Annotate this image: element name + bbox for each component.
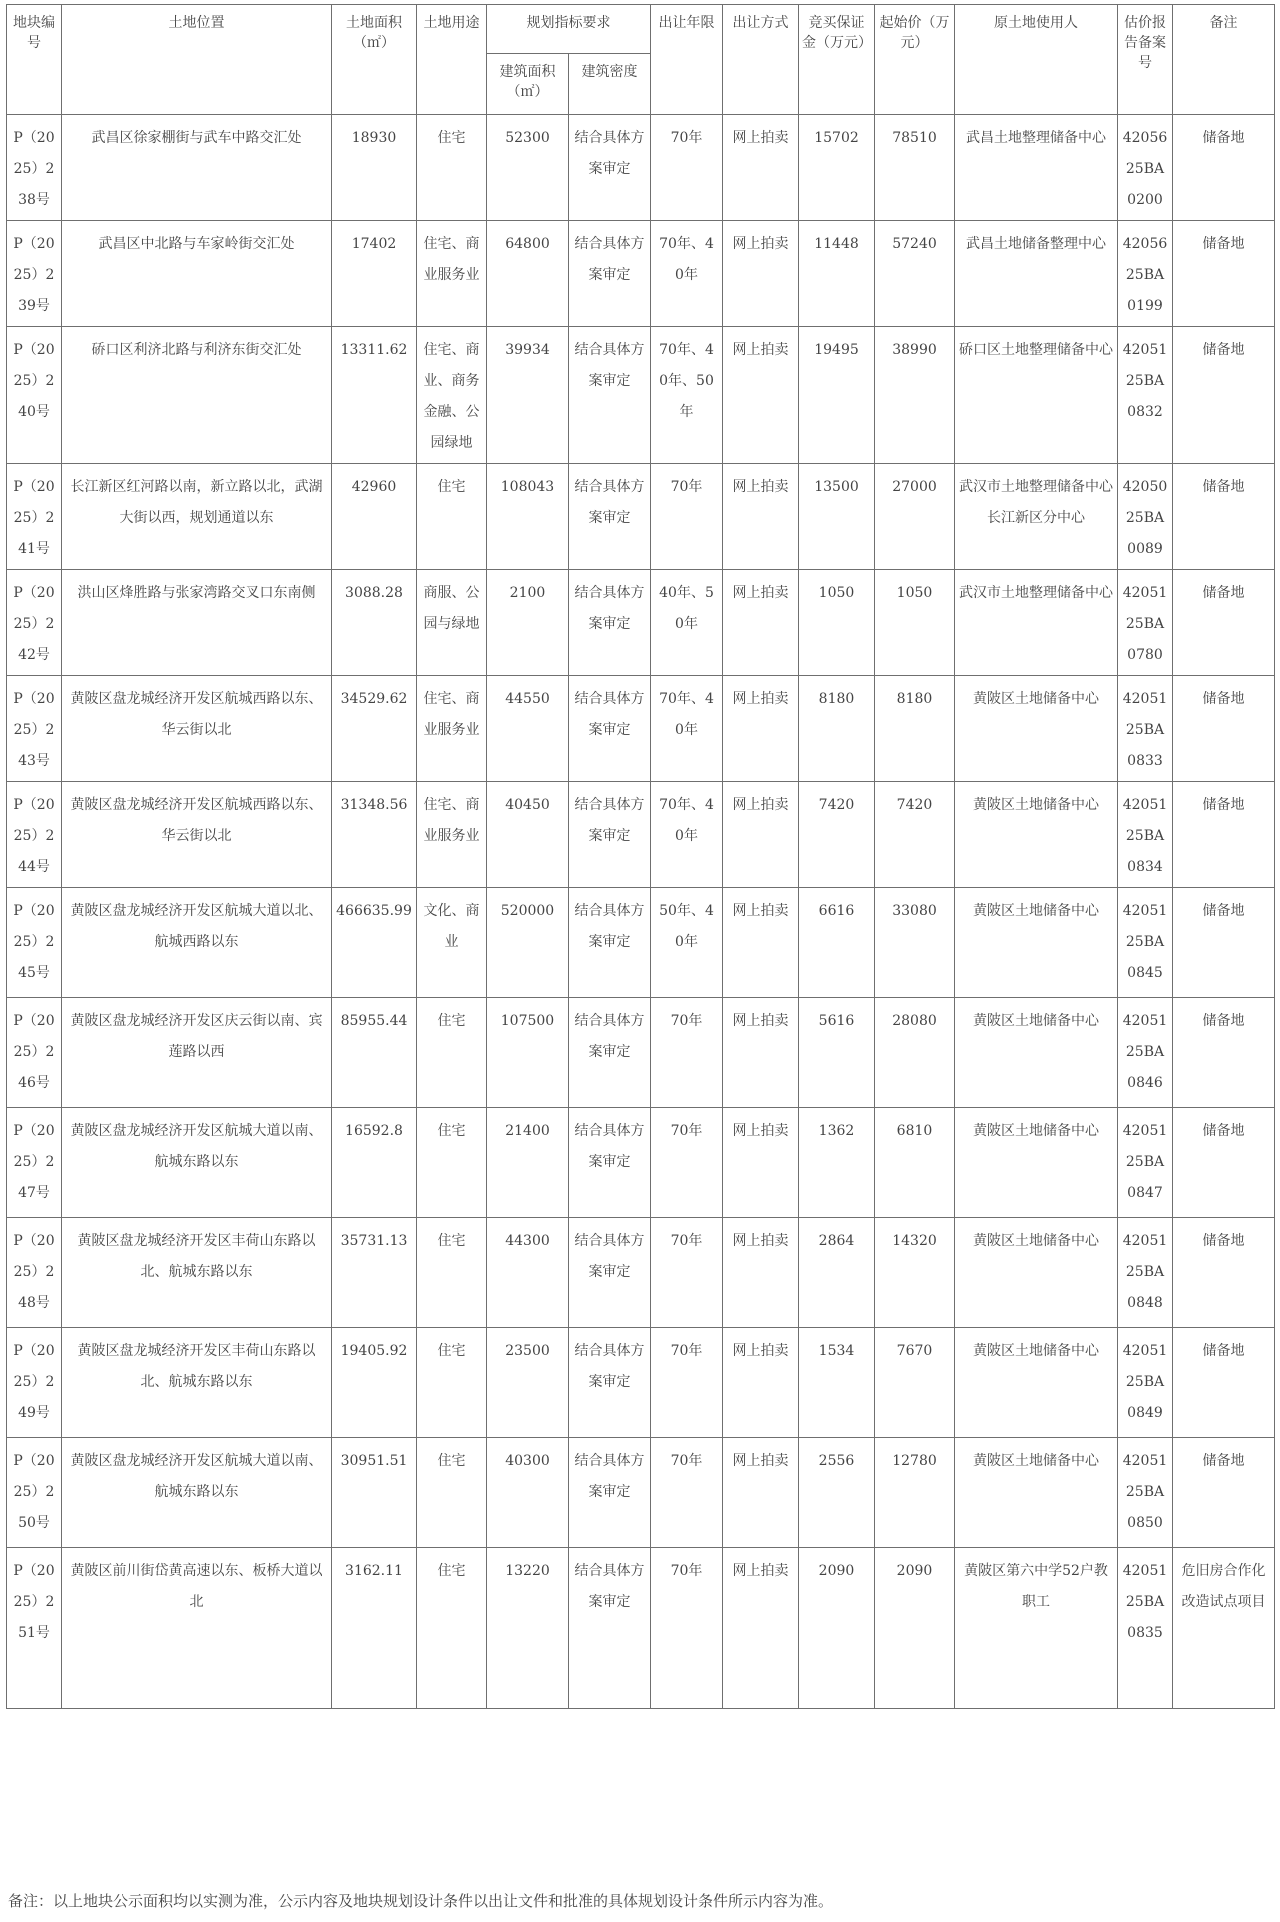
table-row xyxy=(7,115,1275,221)
cell-density: 结合具体方案审定 xyxy=(569,998,651,1108)
cell-location: 黄陂区盘龙城经济开发区航城西路以东、华云街以北 xyxy=(62,782,332,888)
cell-term: 70年 xyxy=(651,464,723,570)
cell-remarks: 储备地 xyxy=(1173,998,1275,1108)
cell-term: 70年、40年 xyxy=(651,221,723,327)
cell-floor-area: 64800 xyxy=(487,221,569,327)
cell-term: 70年 xyxy=(651,1218,723,1328)
cell-original-user: 黄陂区土地储备中心 xyxy=(955,888,1118,998)
cell-density: 结合具体方案审定 xyxy=(569,1328,651,1438)
cell-area: 16592.8 xyxy=(332,1108,417,1218)
cell-location: 黄陂区前川街岱黄高速以东、板桥大道以北 xyxy=(62,1548,332,1709)
cell-report-no: 4205125BA0846 xyxy=(1118,998,1173,1108)
cell-deposit: 15702 xyxy=(799,115,875,221)
cell-deposit: 6616 xyxy=(799,888,875,998)
land-parcel-table xyxy=(6,4,1275,1709)
header-method: 出让方式 xyxy=(723,5,799,115)
cell-plot-no: P（2025）251号 xyxy=(7,1548,62,1709)
cell-use: 住宅 xyxy=(417,464,487,570)
cell-plot-no: P（2025）246号 xyxy=(7,998,62,1108)
table-row xyxy=(7,1218,1275,1328)
cell-area: 30951.51 xyxy=(332,1438,417,1548)
cell-report-no: 4205125BA0850 xyxy=(1118,1438,1173,1548)
cell-area: 3088.28 xyxy=(332,570,417,676)
cell-term: 70年、40年 xyxy=(651,676,723,782)
cell-start-price: 8180 xyxy=(875,676,955,782)
cell-original-user: 武昌土地储备整理中心 xyxy=(955,221,1118,327)
cell-method: 网上拍卖 xyxy=(723,327,799,464)
cell-start-price: 28080 xyxy=(875,998,955,1108)
cell-original-user: 黄陂区土地储备中心 xyxy=(955,1108,1118,1218)
cell-original-user: 黄陂区土地储备中心 xyxy=(955,1438,1118,1548)
cell-remarks: 储备地 xyxy=(1173,327,1275,464)
cell-remarks: 储备地 xyxy=(1173,782,1275,888)
cell-method: 网上拍卖 xyxy=(723,570,799,676)
cell-floor-area: 108043 xyxy=(487,464,569,570)
cell-area: 19405.92 xyxy=(332,1328,417,1438)
header-term: 出让年限 xyxy=(651,5,723,115)
cell-density: 结合具体方案审定 xyxy=(569,782,651,888)
cell-use: 商服、公园与绿地 xyxy=(417,570,487,676)
header-area: 土地面积（㎡） xyxy=(332,5,417,115)
cell-deposit: 5616 xyxy=(799,998,875,1108)
header-original-user: 原土地使用人 xyxy=(955,5,1118,115)
cell-plot-no: P（2025）249号 xyxy=(7,1328,62,1438)
cell-plot-no: P（2025）240号 xyxy=(7,327,62,464)
cell-remarks: 储备地 xyxy=(1173,221,1275,327)
cell-term: 70年 xyxy=(651,1548,723,1709)
cell-method: 网上拍卖 xyxy=(723,888,799,998)
cell-plot-no: P（2025）244号 xyxy=(7,782,62,888)
cell-method: 网上拍卖 xyxy=(723,1438,799,1548)
cell-deposit: 2864 xyxy=(799,1218,875,1328)
header-use: 土地用途 xyxy=(417,5,487,115)
cell-location: 硚口区利济北路与利济东街交汇处 xyxy=(62,327,332,464)
cell-report-no: 4205125BA0780 xyxy=(1118,570,1173,676)
cell-start-price: 6810 xyxy=(875,1108,955,1218)
cell-floor-area: 107500 xyxy=(487,998,569,1108)
cell-area: 35731.13 xyxy=(332,1218,417,1328)
cell-report-no: 4205125BA0832 xyxy=(1118,327,1173,464)
cell-area: 466635.99 xyxy=(332,888,417,998)
cell-remarks: 储备地 xyxy=(1173,1438,1275,1548)
cell-start-price: 27000 xyxy=(875,464,955,570)
table-row xyxy=(7,570,1275,676)
cell-remarks: 储备地 xyxy=(1173,1218,1275,1328)
cell-deposit: 13500 xyxy=(799,464,875,570)
cell-original-user: 硚口区土地整理储备中心 xyxy=(955,327,1118,464)
cell-location: 长江新区红河路以南，新立路以北，武湖大街以西，规划通道以东 xyxy=(62,464,332,570)
header-planning: 规划指标要求 xyxy=(487,5,651,54)
cell-location: 武昌区中北路与车家岭街交汇处 xyxy=(62,221,332,327)
cell-density: 结合具体方案审定 xyxy=(569,221,651,327)
table-footnote: 备注：以上地块公示面积均以实测为准，公示内容及地块规划设计条件以出让文件和批准的具体规划设计条件所示内容为准。 xyxy=(8,1892,834,1910)
cell-report-no: 4205625BA0199 xyxy=(1118,221,1173,327)
cell-density: 结合具体方案审定 xyxy=(569,888,651,998)
cell-floor-area: 40450 xyxy=(487,782,569,888)
cell-location: 洪山区烽胜路与张家湾路交叉口东南侧 xyxy=(62,570,332,676)
cell-use: 住宅、商业服务业 xyxy=(417,676,487,782)
header-density: 建筑密度 xyxy=(569,54,651,115)
table-row xyxy=(7,1548,1275,1709)
cell-report-no: 4205125BA0833 xyxy=(1118,676,1173,782)
cell-method: 网上拍卖 xyxy=(723,1108,799,1218)
cell-density: 结合具体方案审定 xyxy=(569,327,651,464)
cell-floor-area: 2100 xyxy=(487,570,569,676)
cell-plot-no: P（2025）248号 xyxy=(7,1218,62,1328)
cell-use: 住宅 xyxy=(417,1108,487,1218)
table-row xyxy=(7,221,1275,327)
cell-area: 18930 xyxy=(332,115,417,221)
cell-use: 住宅 xyxy=(417,1218,487,1328)
cell-term: 40年、50年 xyxy=(651,570,723,676)
table-row xyxy=(7,1328,1275,1438)
table-row xyxy=(7,327,1275,464)
header-plot-no: 地块编号 xyxy=(7,5,62,115)
cell-remarks: 储备地 xyxy=(1173,888,1275,998)
cell-start-price: 12780 xyxy=(875,1438,955,1548)
cell-method: 网上拍卖 xyxy=(723,115,799,221)
cell-use: 文化、商业 xyxy=(417,888,487,998)
cell-area: 13311.62 xyxy=(332,327,417,464)
cell-report-no: 4205125BA0849 xyxy=(1118,1328,1173,1438)
cell-location: 黄陂区盘龙城经济开发区航城大道以南、航城东路以东 xyxy=(62,1108,332,1218)
cell-term: 70年 xyxy=(651,1438,723,1548)
cell-method: 网上拍卖 xyxy=(723,782,799,888)
cell-term: 70年 xyxy=(651,1108,723,1218)
cell-original-user: 黄陂区土地储备中心 xyxy=(955,1328,1118,1438)
cell-deposit: 2556 xyxy=(799,1438,875,1548)
cell-location: 黄陂区盘龙城经济开发区丰荷山东路以北、航城东路以东 xyxy=(62,1328,332,1438)
cell-original-user: 黄陂区土地储备中心 xyxy=(955,676,1118,782)
cell-use: 住宅、商业、商务金融、公园绿地 xyxy=(417,327,487,464)
cell-deposit: 2090 xyxy=(799,1548,875,1709)
cell-method: 网上拍卖 xyxy=(723,1218,799,1328)
table-row xyxy=(7,782,1275,888)
cell-plot-no: P（2025）247号 xyxy=(7,1108,62,1218)
header-deposit: 竞买保证金（万元） xyxy=(799,5,875,115)
cell-location: 黄陂区盘龙城经济开发区航城大道以南、航城东路以东 xyxy=(62,1438,332,1548)
cell-original-user: 武汉市土地整理储备中心 xyxy=(955,570,1118,676)
cell-original-user: 黄陂区土地储备中心 xyxy=(955,998,1118,1108)
header-floor-area: 建筑面积（㎡） xyxy=(487,54,569,115)
cell-floor-area: 520000 xyxy=(487,888,569,998)
table-row xyxy=(7,464,1275,570)
table-row xyxy=(7,888,1275,998)
cell-location: 黄陂区盘龙城经济开发区庆云街以南、宾莲路以西 xyxy=(62,998,332,1108)
cell-method: 网上拍卖 xyxy=(723,464,799,570)
cell-density: 结合具体方案审定 xyxy=(569,676,651,782)
cell-deposit: 1050 xyxy=(799,570,875,676)
cell-area: 3162.11 xyxy=(332,1548,417,1709)
cell-method: 网上拍卖 xyxy=(723,221,799,327)
cell-plot-no: P（2025）245号 xyxy=(7,888,62,998)
cell-plot-no: P（2025）243号 xyxy=(7,676,62,782)
cell-use: 住宅 xyxy=(417,998,487,1108)
cell-density: 结合具体方案审定 xyxy=(569,464,651,570)
cell-deposit: 1534 xyxy=(799,1328,875,1438)
cell-remarks: 储备地 xyxy=(1173,1108,1275,1218)
cell-deposit: 1362 xyxy=(799,1108,875,1218)
cell-report-no: 4205125BA0845 xyxy=(1118,888,1173,998)
cell-start-price: 7670 xyxy=(875,1328,955,1438)
cell-area: 34529.62 xyxy=(332,676,417,782)
cell-density: 结合具体方案审定 xyxy=(569,570,651,676)
cell-density: 结合具体方案审定 xyxy=(569,1548,651,1709)
cell-original-user: 黄陂区第六中学52户教职工 xyxy=(955,1548,1118,1709)
cell-remarks: 危旧房合作化改造试点项目 xyxy=(1173,1548,1275,1709)
cell-use: 住宅、商业服务业 xyxy=(417,221,487,327)
cell-report-no: 4205125BA0834 xyxy=(1118,782,1173,888)
cell-term: 70年 xyxy=(651,998,723,1108)
table-header xyxy=(7,5,1275,115)
cell-use: 住宅 xyxy=(417,115,487,221)
cell-floor-area: 44300 xyxy=(487,1218,569,1328)
cell-area: 42960 xyxy=(332,464,417,570)
cell-location: 黄陂区盘龙城经济开发区航城西路以东、华云街以北 xyxy=(62,676,332,782)
cell-floor-area: 23500 xyxy=(487,1328,569,1438)
cell-area: 17402 xyxy=(332,221,417,327)
cell-original-user: 武昌土地整理储备中心 xyxy=(955,115,1118,221)
cell-deposit: 8180 xyxy=(799,676,875,782)
cell-deposit: 11448 xyxy=(799,221,875,327)
cell-floor-area: 52300 xyxy=(487,115,569,221)
cell-location: 黄陂区盘龙城经济开发区丰荷山东路以北、航城东路以东 xyxy=(62,1218,332,1328)
cell-method: 网上拍卖 xyxy=(723,1548,799,1709)
cell-plot-no: P（2025）242号 xyxy=(7,570,62,676)
cell-start-price: 14320 xyxy=(875,1218,955,1328)
cell-remarks: 储备地 xyxy=(1173,115,1275,221)
cell-remarks: 储备地 xyxy=(1173,464,1275,570)
cell-use: 住宅、商业服务业 xyxy=(417,782,487,888)
cell-area: 31348.56 xyxy=(332,782,417,888)
cell-plot-no: P（2025）239号 xyxy=(7,221,62,327)
cell-remarks: 储备地 xyxy=(1173,1328,1275,1438)
cell-report-no: 4205625BA0200 xyxy=(1118,115,1173,221)
cell-plot-no: P（2025）241号 xyxy=(7,464,62,570)
cell-method: 网上拍卖 xyxy=(723,998,799,1108)
cell-density: 结合具体方案审定 xyxy=(569,1218,651,1328)
cell-location: 黄陂区盘龙城经济开发区航城大道以北、航城西路以东 xyxy=(62,888,332,998)
cell-use: 住宅 xyxy=(417,1548,487,1709)
cell-use: 住宅 xyxy=(417,1328,487,1438)
cell-area: 85955.44 xyxy=(332,998,417,1108)
header-start-price: 起始价（万元） xyxy=(875,5,955,115)
cell-report-no: 4205125BA0847 xyxy=(1118,1108,1173,1218)
table-row xyxy=(7,676,1275,782)
cell-start-price: 78510 xyxy=(875,115,955,221)
cell-floor-area: 44550 xyxy=(487,676,569,782)
cell-term: 70年 xyxy=(651,1328,723,1438)
table-row xyxy=(7,1108,1275,1218)
cell-deposit: 7420 xyxy=(799,782,875,888)
cell-remarks: 储备地 xyxy=(1173,570,1275,676)
table-row xyxy=(7,998,1275,1108)
cell-start-price: 38990 xyxy=(875,327,955,464)
cell-term: 50年、40年 xyxy=(651,888,723,998)
header-location: 土地位置 xyxy=(62,5,332,115)
cell-term: 70年 xyxy=(651,115,723,221)
cell-floor-area: 40300 xyxy=(487,1438,569,1548)
cell-plot-no: P（2025）250号 xyxy=(7,1438,62,1548)
cell-start-price: 33080 xyxy=(875,888,955,998)
cell-report-no: 4205125BA0835 xyxy=(1118,1548,1173,1709)
cell-floor-area: 39934 xyxy=(487,327,569,464)
cell-term: 70年、40年 xyxy=(651,782,723,888)
cell-density: 结合具体方案审定 xyxy=(569,1108,651,1218)
cell-remarks: 储备地 xyxy=(1173,676,1275,782)
cell-deposit: 19495 xyxy=(799,327,875,464)
cell-method: 网上拍卖 xyxy=(723,1328,799,1438)
cell-floor-area: 21400 xyxy=(487,1108,569,1218)
cell-report-no: 4205025BA0089 xyxy=(1118,464,1173,570)
cell-method: 网上拍卖 xyxy=(723,676,799,782)
table-row xyxy=(7,1438,1275,1548)
cell-start-price: 1050 xyxy=(875,570,955,676)
table-body xyxy=(7,115,1275,1709)
cell-term: 70年、40年、50年 xyxy=(651,327,723,464)
cell-original-user: 武汉市土地整理储备中心长江新区分中心 xyxy=(955,464,1118,570)
cell-original-user: 黄陂区土地储备中心 xyxy=(955,1218,1118,1328)
header-remarks: 备注 xyxy=(1173,5,1275,115)
cell-use: 住宅 xyxy=(417,1438,487,1548)
cell-report-no: 4205125BA0848 xyxy=(1118,1218,1173,1328)
cell-start-price: 57240 xyxy=(875,221,955,327)
cell-original-user: 黄陂区土地储备中心 xyxy=(955,782,1118,888)
cell-start-price: 7420 xyxy=(875,782,955,888)
header-report-no: 估价报告备案号 xyxy=(1118,5,1173,115)
cell-floor-area: 13220 xyxy=(487,1548,569,1709)
cell-plot-no: P（2025）238号 xyxy=(7,115,62,221)
cell-start-price: 2090 xyxy=(875,1548,955,1709)
cell-density: 结合具体方案审定 xyxy=(569,1438,651,1548)
cell-density: 结合具体方案审定 xyxy=(569,115,651,221)
cell-location: 武昌区徐家棚街与武车中路交汇处 xyxy=(62,115,332,221)
